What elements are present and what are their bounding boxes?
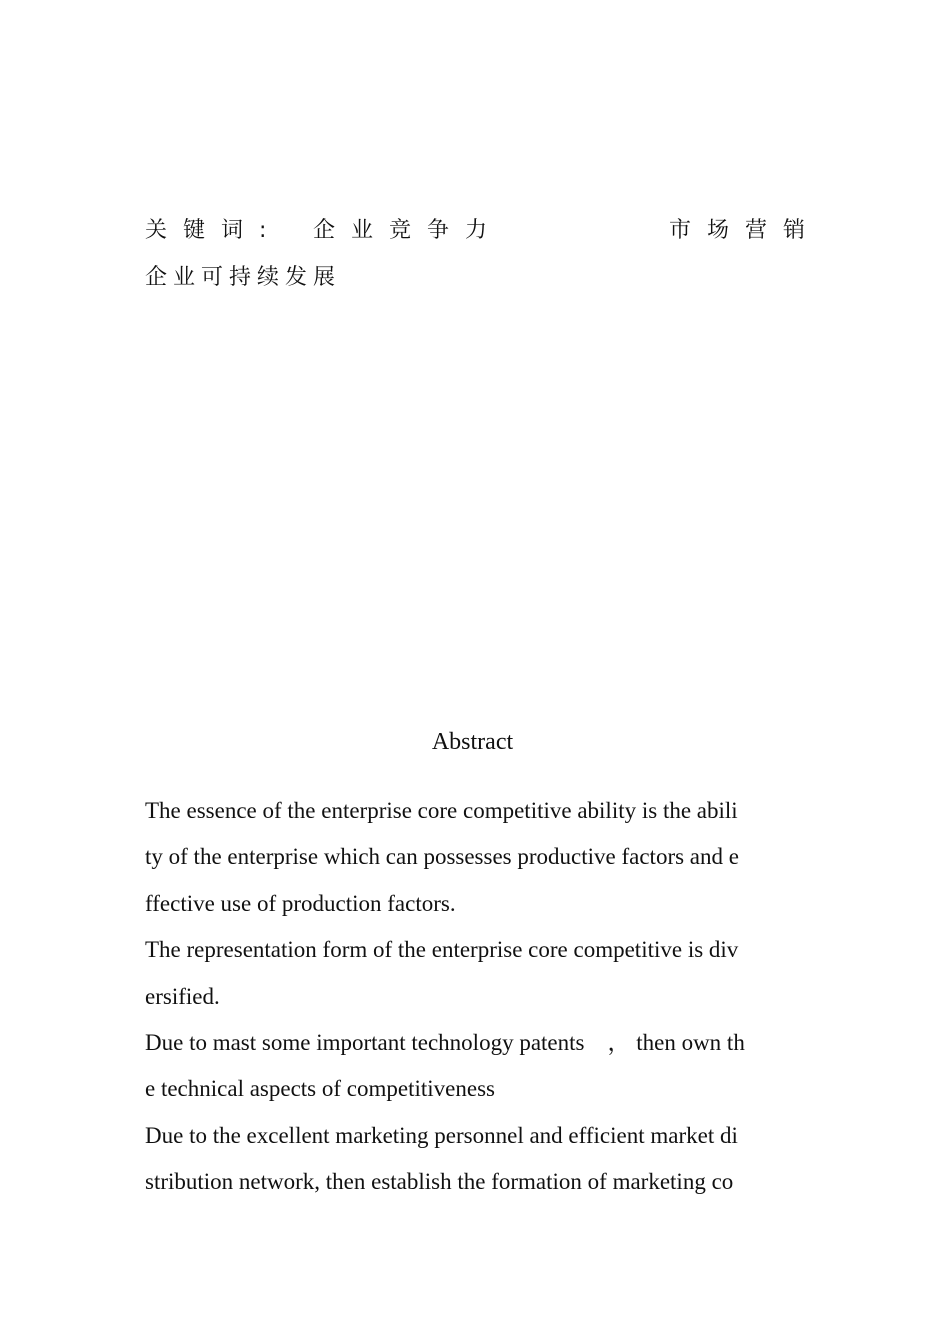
abstract-body <box>145 788 815 1206</box>
abstract-line: e technical aspects of competitiveness <box>145 1076 495 1102</box>
keyword-marketing: 市场营销 <box>668 218 821 243</box>
keyword-sustainable-development: 企业可持续发展 <box>145 265 342 290</box>
abstract-line: ersified. <box>145 983 220 1009</box>
keywords-line <box>145 216 821 248</box>
abstract-line: stribution network, then establish the formation of marketing co <box>145 1169 734 1195</box>
abstract-line: ffective use of production factors. <box>145 890 456 916</box>
abstract-line: The representation form of the enterprise core competitive is div <box>145 937 739 963</box>
abstract-line: Due to the excellent marketing personnel and efficient market di <box>145 1122 738 1148</box>
abstract-line: The essence of the enterprise core competitive ability is the abili <box>145 798 738 823</box>
keyword-enterprise-competitiveness: 企业竞争力 <box>313 218 504 243</box>
abstract-heading: Abstract <box>431 729 514 755</box>
keywords-label: 关键词: <box>145 218 283 243</box>
abstract-line: Due to mast some important technology patents ， then own th <box>145 1029 745 1055</box>
abstract-line: ty of the enterprise which can possesses productive factors and e <box>145 844 739 870</box>
